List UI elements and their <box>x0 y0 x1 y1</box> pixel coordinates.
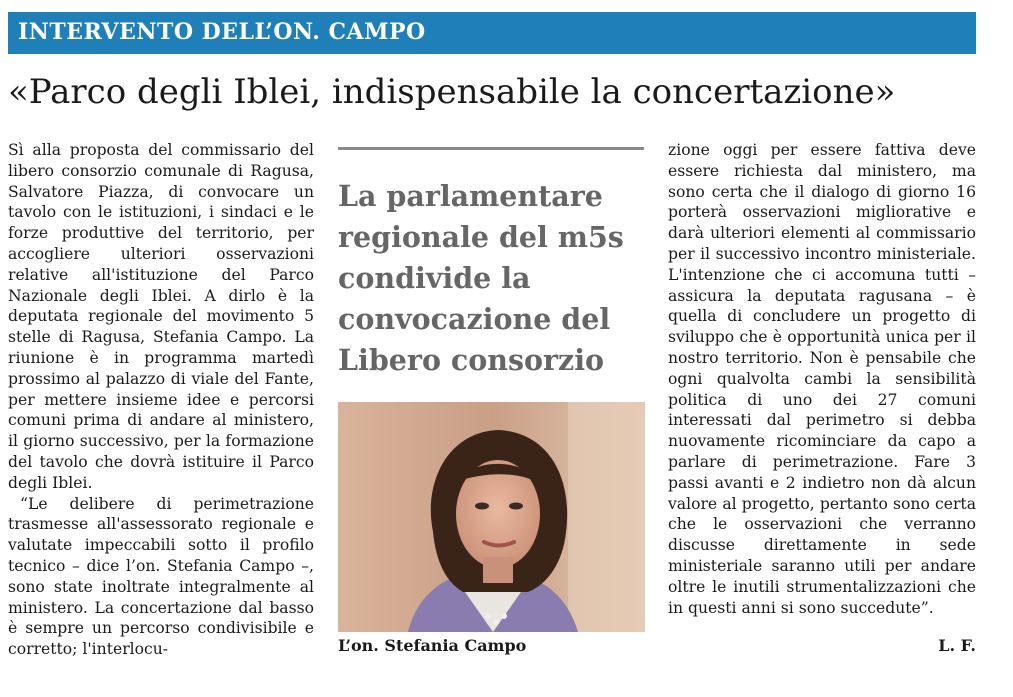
body-paragraph: Sì alla proposta del commissario del libero consorzio comunale di Ragusa, Salvatore Piazza, di convocare un tavolo con le istituzioni, i sindaci e le forze produttive del territorio, per accogliere ulteriori osservazioni relative all'istituzione del Parco Nazionale degli Iblei. A dirlo è la deputata regionale del movimento 5 stelle di Ragusa, Stefania Campo. La riunione è in programma martedì prossimo al palazzo di viale del Fante, per mettere insieme idee e percorsi comuni prima di andare al ministero, il giorno successivo, per la formazione del tavolo che dovrà istituire il Parco degli Iblei. <box>8 141 314 492</box>
section-banner <box>8 12 976 54</box>
article-column-right <box>668 140 976 618</box>
body-paragraph: zione oggi per essere fattiva deve essere richiesta dal ministero, ma sono certa che il dialogo di giorno 16 porterà osservazioni migliorative e darà ulteriori elementi al commissario per il successivo incontro ministeriale. L'intenzione che ci accomuna tutti – assicura la deputata ragusana – è quella di concludere un progetto di sviluppo che è opportunità unica per il nostro territorio. Non è pensabile che ogni qualvolta cambi la sensibilità politica di uno dei 27 comuni interessati dal perimetro si debba nuovamente ricominciare da capo a parlare di perimetrazione. Fare 3 passi avanti e 2 indietro non dà alcun valore al progetto, pertanto sono certa che le osservazioni che verranno discusse direttamente in sede ministeriale saranno utili per andare oltre le inutili strumentalizzazioni che in questi anni si sono succedute”. <box>668 141 976 617</box>
photo-caption: L’on. Stefania Campo <box>338 636 527 655</box>
pullquote-rule <box>338 147 644 150</box>
article-headline: «Parco degli Iblei, indispensabile la concertazione» <box>8 72 896 112</box>
section-label: INTERVENTO DELL’ON. CAMPO <box>18 19 426 45</box>
author-signature: L. F. <box>938 636 976 655</box>
pullquote: La parlamentare regionale del m5s condivide la convocazione del Libero consorzio <box>338 179 624 377</box>
body-paragraph: “Le delibere di perimetrazione trasmesse all'assessorato regionale e valutate impeccabili sotto il profilo tecnico – dice l’on. Stefania Campo –, sono state inoltrate integralmente al ministero. La concertazione dal basso è sempre un percorso condivisibile e corretto; l'interlocu- <box>8 494 314 659</box>
article-column-left <box>8 140 314 660</box>
portrait-photo <box>338 402 645 632</box>
